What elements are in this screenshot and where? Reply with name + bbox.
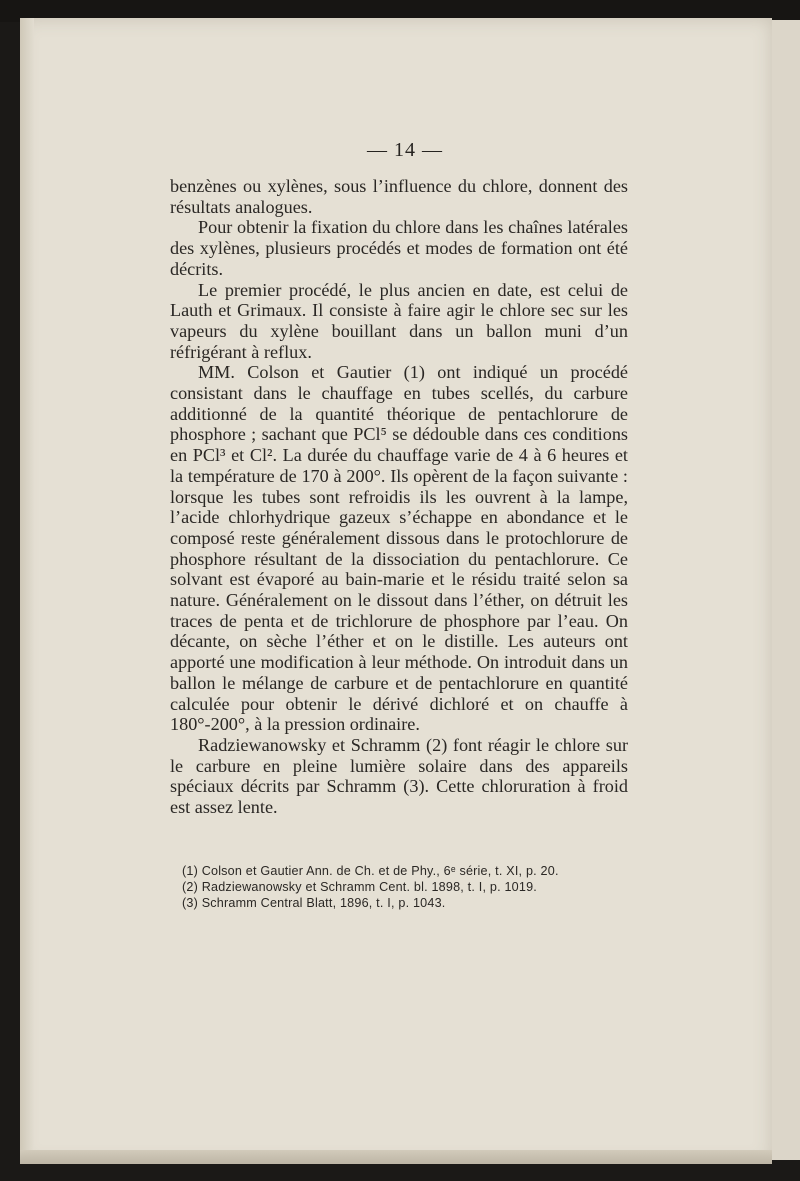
body-text bbox=[170, 176, 628, 818]
page-binding-shadow bbox=[20, 18, 34, 1164]
paragraph: benzènes ou xylènes, sous l’influence du chlore, donnent des résultats analogues. bbox=[170, 176, 628, 217]
paragraph: Radziewanowsky et Schramm (2) font réagir le chlore sur le carbure en pleine lumière solaire dans des appareils spéciaux décrits par Schramm (3). Cette chloruration à froid est assez lente. bbox=[170, 734, 628, 818]
footnotes bbox=[182, 864, 622, 911]
paragraph: MM. Colson et Gautier (1) ont indiqué un procédé consistant dans le chauffage en tubes scellés, du carbure additionné de la quantité théorique de pentachlorure de phosphore ; sachant que PCl⁵ se dédouble dans ces conditions en PCl³ et Cl². La durée du chauffage varie de 4 à 6 heures et la température de 170 à 200°. Ils opèrent de la façon suivante : lorsque les tubes sont refroidis ils les ouvrent à la lampe, l’acide chlorhydrique gazeux s’échappe en abondance et le composé reste généralement dissous dans le protochlorure de phosphore résultant de la dissociation du pentachlorure. Ce solvant est évaporé au bain-marie et le résidu traité selon sa nature. Généralement on le dissout dans l’éther, on détruit les traces de penta et de trichlorure de phosphore par l’eau. On décante, on sèche l’éther et on le distille. Les auteurs ont apporté une modification à leur méthode. On introduit dans un ballon le mélange de carbure et de pentachlorure en quantité calculée pour obtenir le dérivé dichloré et on chauffe à 180°-200°, à la pression ordinaire. bbox=[170, 362, 628, 735]
footnote: (3) Schramm Central Blatt, 1896, t. I, p. 1043. bbox=[182, 895, 446, 910]
paragraph: Le premier procédé, le plus ancien en date, est celui de Lauth et Grimaux. Il consiste à faire agir le chlore sec sur les vapeurs du xylène bouillant dans un ballon muni d’un réfrigérant à reflux. bbox=[170, 279, 628, 362]
page-number: — 14 — bbox=[367, 139, 443, 161]
paragraph: Pour obtenir la fixation du chlore dans les chaînes latérales des xylènes, plusieurs procédés et modes de formation ont été décrits. bbox=[170, 217, 628, 279]
page-bottom-edge bbox=[20, 1150, 772, 1164]
footnote: (2) Radziewanowsky et Schramm Cent. bl. 1898, t. I, p. 1019. bbox=[182, 879, 537, 894]
footnote: (1) Colson et Gautier Ann. de Ch. et de Phy., 6ᵉ série, t. XI, p. 20. bbox=[182, 864, 559, 878]
